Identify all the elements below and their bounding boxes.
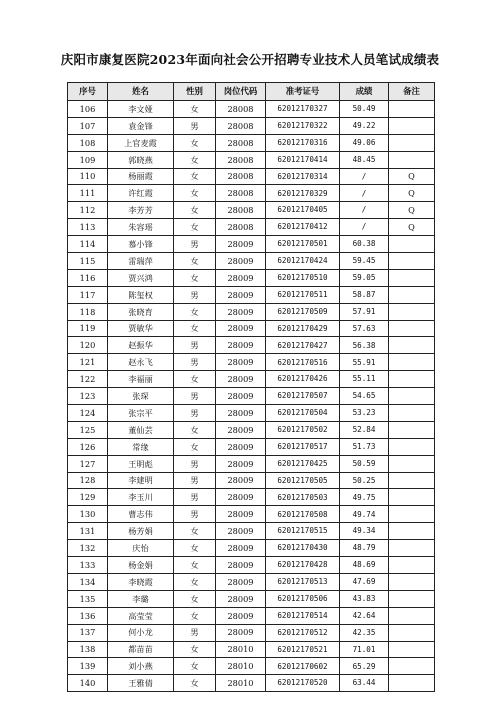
cell-name: 李芳芳	[108, 202, 174, 219]
cell-score: 49.06	[340, 134, 389, 151]
cell-exam-number: 62012170507	[266, 388, 340, 405]
cell-serial: 127	[68, 455, 108, 472]
cell-note	[389, 506, 435, 523]
cell-post-code: 28008	[216, 168, 266, 185]
table-row	[68, 185, 435, 202]
cell-note	[389, 590, 435, 607]
header-name: 姓名	[108, 83, 174, 101]
cell-score: 48.69	[340, 557, 389, 574]
cell-score: 50.25	[340, 472, 389, 489]
table-row	[68, 675, 435, 692]
cell-exam-number: 62012170501	[266, 236, 340, 253]
cell-sex: 女	[174, 438, 216, 455]
cell-score: 59.05	[340, 269, 389, 286]
cell-name: 杨芳娟	[108, 523, 174, 540]
cell-serial: 106	[68, 101, 108, 118]
cell-serial: 112	[68, 202, 108, 219]
cell-note	[389, 641, 435, 658]
cell-note	[389, 455, 435, 472]
cell-post-code: 28009	[216, 472, 266, 489]
cell-sex: 女	[174, 185, 216, 202]
cell-exam-number: 62012170430	[266, 540, 340, 557]
cell-post-code: 28009	[216, 540, 266, 557]
cell-exam-number: 62012170428	[266, 557, 340, 574]
header-score: 成绩	[340, 83, 389, 101]
cell-serial: 129	[68, 489, 108, 506]
cell-exam-number: 62012170314	[266, 168, 340, 185]
cell-post-code: 28009	[216, 253, 266, 270]
table-row	[68, 371, 435, 388]
cell-score: /	[340, 168, 389, 185]
cell-exam-number: 62012170329	[266, 185, 340, 202]
cell-name: 李璐	[108, 590, 174, 607]
cell-serial: 134	[68, 573, 108, 590]
cell-exam-number: 62012170425	[266, 455, 340, 472]
cell-note	[389, 675, 435, 692]
cell-post-code: 28009	[216, 607, 266, 624]
cell-name: 李晓霞	[108, 573, 174, 590]
cell-exam-number: 62012170513	[266, 573, 340, 590]
cell-sex: 女	[174, 607, 216, 624]
cell-name: 郭晓燕	[108, 151, 174, 168]
table-row	[68, 590, 435, 607]
cell-post-code: 28009	[216, 557, 266, 574]
cell-score: 63.44	[340, 675, 389, 692]
cell-post-code: 28009	[216, 236, 266, 253]
cell-serial: 128	[68, 472, 108, 489]
cell-sex: 男	[174, 506, 216, 523]
cell-serial: 130	[68, 506, 108, 523]
cell-sex: 女	[174, 151, 216, 168]
cell-note: Q	[389, 219, 435, 236]
cell-post-code: 28008	[216, 185, 266, 202]
cell-note	[389, 658, 435, 675]
cell-serial: 122	[68, 371, 108, 388]
cell-note	[389, 438, 435, 455]
header-sex: 性别	[174, 83, 216, 101]
cell-name: 雷瑞萍	[108, 253, 174, 270]
cell-post-code: 28008	[216, 219, 266, 236]
cell-score: 56.38	[340, 337, 389, 354]
cell-name: 杨丽霞	[108, 168, 174, 185]
cell-exam-number: 62012170424	[266, 253, 340, 270]
cell-sex: 男	[174, 472, 216, 489]
cell-serial: 139	[68, 658, 108, 675]
cell-name: 李玉川	[108, 489, 174, 506]
cell-sex: 女	[174, 168, 216, 185]
cell-name: 贾兴鸿	[108, 269, 174, 286]
cell-exam-number: 62012170426	[266, 371, 340, 388]
cell-exam-number: 62012170509	[266, 303, 340, 320]
cell-name: 袁金锋	[108, 117, 174, 134]
cell-post-code: 28009	[216, 320, 266, 337]
cell-note	[389, 472, 435, 489]
cell-serial: 116	[68, 269, 108, 286]
cell-sex: 女	[174, 658, 216, 675]
cell-note	[389, 354, 435, 371]
cell-serial: 136	[68, 607, 108, 624]
cell-name: 陈玺权	[108, 286, 174, 303]
cell-sex: 男	[174, 405, 216, 422]
table-row	[68, 506, 435, 523]
cell-note	[389, 286, 435, 303]
cell-exam-number: 62012170521	[266, 641, 340, 658]
cell-score: 60.38	[340, 236, 389, 253]
cell-post-code: 28009	[216, 388, 266, 405]
cell-sex: 女	[174, 269, 216, 286]
cell-name: 刘小燕	[108, 658, 174, 675]
table-row	[68, 388, 435, 405]
table-row	[68, 421, 435, 438]
cell-serial: 107	[68, 117, 108, 134]
cell-note	[389, 269, 435, 286]
cell-exam-number: 62012170511	[266, 286, 340, 303]
cell-score: 49.22	[340, 117, 389, 134]
cell-score: 48.45	[340, 151, 389, 168]
cell-serial: 121	[68, 354, 108, 371]
table-row	[68, 472, 435, 489]
cell-note	[389, 101, 435, 118]
cell-exam-number: 62012170503	[266, 489, 340, 506]
table-row	[68, 438, 435, 455]
cell-serial: 138	[68, 641, 108, 658]
cell-sex: 女	[174, 371, 216, 388]
table-row	[68, 641, 435, 658]
table-row	[68, 168, 435, 185]
header-exam-number: 准考证号	[266, 83, 340, 101]
cell-name: 张晓育	[108, 303, 174, 320]
cell-note	[389, 303, 435, 320]
cell-exam-number: 62012170405	[266, 202, 340, 219]
cell-sex: 女	[174, 253, 216, 270]
cell-note	[389, 134, 435, 151]
cell-name: 张宗平	[108, 405, 174, 422]
cell-sex: 女	[174, 421, 216, 438]
table-row	[68, 557, 435, 574]
cell-score: 54.65	[340, 388, 389, 405]
table-row	[68, 489, 435, 506]
header-note: 备注	[389, 83, 435, 101]
cell-score: 59.45	[340, 253, 389, 270]
cell-post-code: 28009	[216, 624, 266, 641]
cell-sex: 女	[174, 219, 216, 236]
table-row	[68, 624, 435, 641]
cell-score: /	[340, 185, 389, 202]
cell-name: 张琛	[108, 388, 174, 405]
table-row	[68, 134, 435, 151]
cell-post-code: 28008	[216, 151, 266, 168]
cell-note: Q	[389, 168, 435, 185]
cell-post-code: 28008	[216, 117, 266, 134]
cell-score: 57.91	[340, 303, 389, 320]
cell-name: 董仙芸	[108, 421, 174, 438]
cell-name: 赵振华	[108, 337, 174, 354]
cell-post-code: 28008	[216, 202, 266, 219]
cell-post-code: 28010	[216, 675, 266, 692]
cell-serial: 132	[68, 540, 108, 557]
table-row	[68, 253, 435, 270]
cell-score: 42.64	[340, 607, 389, 624]
cell-score: 52.84	[340, 421, 389, 438]
cell-exam-number: 62012170520	[266, 675, 340, 692]
cell-score: 51.73	[340, 438, 389, 455]
cell-post-code: 28009	[216, 590, 266, 607]
cell-exam-number: 62012170510	[266, 269, 340, 286]
cell-name: 贾敏华	[108, 320, 174, 337]
cell-post-code: 28009	[216, 354, 266, 371]
table-row	[68, 523, 435, 540]
cell-serial: 113	[68, 219, 108, 236]
cell-exam-number: 62012170316	[266, 134, 340, 151]
cell-serial: 135	[68, 590, 108, 607]
cell-name: 庆怡	[108, 540, 174, 557]
table-row	[68, 101, 435, 118]
cell-sex: 女	[174, 540, 216, 557]
cell-name: 赵永飞	[108, 354, 174, 371]
header-serial: 序号	[68, 83, 108, 101]
cell-name: 上官麦霞	[108, 134, 174, 151]
cell-name: 常缘	[108, 438, 174, 455]
cell-post-code: 28009	[216, 405, 266, 422]
cell-serial: 140	[68, 675, 108, 692]
table-row	[68, 320, 435, 337]
cell-note	[389, 557, 435, 574]
cell-score: 55.11	[340, 371, 389, 388]
cell-sex: 女	[174, 101, 216, 118]
cell-post-code: 28010	[216, 658, 266, 675]
cell-exam-number: 62012170429	[266, 320, 340, 337]
cell-sex: 女	[174, 202, 216, 219]
cell-score: /	[340, 202, 389, 219]
cell-serial: 108	[68, 134, 108, 151]
table-row	[68, 540, 435, 557]
cell-note	[389, 236, 435, 253]
cell-note	[389, 523, 435, 540]
table-row	[68, 658, 435, 675]
cell-score: 49.75	[340, 489, 389, 506]
cell-sex: 女	[174, 303, 216, 320]
cell-exam-number: 62012170327	[266, 101, 340, 118]
cell-sex: 男	[174, 624, 216, 641]
table-row	[68, 337, 435, 354]
cell-score: 47.69	[340, 573, 389, 590]
cell-sex: 男	[174, 455, 216, 472]
cell-score: 71.01	[340, 641, 389, 658]
cell-post-code: 28009	[216, 506, 266, 523]
cell-post-code: 28009	[216, 303, 266, 320]
cell-exam-number: 62012170512	[266, 624, 340, 641]
cell-name: 都苗苗	[108, 641, 174, 658]
cell-serial: 110	[68, 168, 108, 185]
cell-note: Q	[389, 185, 435, 202]
cell-note	[389, 540, 435, 557]
table-row	[68, 236, 435, 253]
table-row	[68, 405, 435, 422]
table-body	[68, 101, 435, 692]
cell-exam-number: 62012170506	[266, 590, 340, 607]
cell-serial: 131	[68, 523, 108, 540]
cell-note: Q	[389, 202, 435, 219]
cell-sex: 男	[174, 117, 216, 134]
cell-sex: 男	[174, 354, 216, 371]
cell-note	[389, 337, 435, 354]
cell-note	[389, 253, 435, 270]
cell-note	[389, 388, 435, 405]
cell-sex: 女	[174, 573, 216, 590]
cell-sex: 男	[174, 236, 216, 253]
cell-sex: 女	[174, 320, 216, 337]
cell-sex: 女	[174, 590, 216, 607]
cell-exam-number: 62012170514	[266, 607, 340, 624]
cell-score: 43.83	[340, 590, 389, 607]
cell-name: 朱容瑶	[108, 219, 174, 236]
cell-note	[389, 624, 435, 641]
cell-score: 65.29	[340, 658, 389, 675]
table-row	[68, 151, 435, 168]
page-title: 庆阳市康复医院2023年面向社会公开招聘专业技术人员笔试成绩表	[60, 52, 440, 67]
cell-note	[389, 573, 435, 590]
cell-post-code: 28010	[216, 641, 266, 658]
cell-score: 49.34	[340, 523, 389, 540]
table-row	[68, 303, 435, 320]
table-row	[68, 269, 435, 286]
cell-serial: 124	[68, 405, 108, 422]
cell-post-code: 28008	[216, 134, 266, 151]
cell-score: 55.91	[340, 354, 389, 371]
cell-serial: 125	[68, 421, 108, 438]
cell-score: 53.23	[340, 405, 389, 422]
cell-exam-number: 62012170515	[266, 523, 340, 540]
cell-serial: 120	[68, 337, 108, 354]
cell-serial: 137	[68, 624, 108, 641]
cell-sex: 女	[174, 675, 216, 692]
cell-serial: 114	[68, 236, 108, 253]
table-row	[68, 286, 435, 303]
cell-serial: 133	[68, 557, 108, 574]
header-post-code: 岗位代码	[216, 83, 266, 101]
table-row	[68, 455, 435, 472]
cell-note	[389, 371, 435, 388]
cell-post-code: 28009	[216, 455, 266, 472]
cell-note	[389, 489, 435, 506]
cell-sex: 男	[174, 388, 216, 405]
cell-name: 高莹莹	[108, 607, 174, 624]
cell-post-code: 28009	[216, 573, 266, 590]
cell-score: 48.79	[340, 540, 389, 557]
cell-exam-number: 62012170602	[266, 658, 340, 675]
cell-name: 慕小锋	[108, 236, 174, 253]
cell-serial: 117	[68, 286, 108, 303]
cell-sex: 男	[174, 489, 216, 506]
cell-post-code: 28009	[216, 269, 266, 286]
cell-sex: 男	[174, 337, 216, 354]
cell-serial: 109	[68, 151, 108, 168]
cell-sex: 男	[174, 286, 216, 303]
cell-note	[389, 421, 435, 438]
cell-name: 李文娅	[108, 101, 174, 118]
cell-score: 49.74	[340, 506, 389, 523]
cell-serial: 126	[68, 438, 108, 455]
cell-sex: 女	[174, 641, 216, 658]
table-row	[68, 607, 435, 624]
cell-note	[389, 151, 435, 168]
cell-name: 李建明	[108, 472, 174, 489]
cell-post-code: 28009	[216, 489, 266, 506]
cell-exam-number: 62012170517	[266, 438, 340, 455]
cell-score: 42.35	[340, 624, 389, 641]
cell-name: 曹志伟	[108, 506, 174, 523]
table-row	[68, 202, 435, 219]
cell-sex: 女	[174, 523, 216, 540]
cell-exam-number: 62012170505	[266, 472, 340, 489]
cell-score: /	[340, 219, 389, 236]
cell-exam-number: 62012170322	[266, 117, 340, 134]
cell-score: 50.59	[340, 455, 389, 472]
cell-exam-number: 62012170412	[266, 219, 340, 236]
cell-note	[389, 320, 435, 337]
cell-post-code: 28009	[216, 438, 266, 455]
cell-exam-number: 62012170508	[266, 506, 340, 523]
cell-note	[389, 117, 435, 134]
scores-table	[67, 82, 435, 692]
table-row	[68, 354, 435, 371]
cell-exam-number: 62012170516	[266, 354, 340, 371]
table-header-row	[68, 83, 435, 101]
cell-post-code: 28009	[216, 286, 266, 303]
cell-serial: 111	[68, 185, 108, 202]
cell-score: 50.49	[340, 101, 389, 118]
cell-note	[389, 405, 435, 422]
cell-post-code: 28009	[216, 337, 266, 354]
cell-name: 杨金娟	[108, 557, 174, 574]
cell-name: 王雅倩	[108, 675, 174, 692]
cell-post-code: 28009	[216, 421, 266, 438]
cell-post-code: 28009	[216, 371, 266, 388]
table-row	[68, 219, 435, 236]
cell-name: 何小龙	[108, 624, 174, 641]
cell-name: 王明彪	[108, 455, 174, 472]
cell-name: 许红霞	[108, 185, 174, 202]
cell-note	[389, 607, 435, 624]
cell-score: 57.63	[340, 320, 389, 337]
cell-serial: 115	[68, 253, 108, 270]
cell-score: 58.87	[340, 286, 389, 303]
cell-serial: 118	[68, 303, 108, 320]
cell-exam-number: 62012170502	[266, 421, 340, 438]
cell-serial: 119	[68, 320, 108, 337]
cell-post-code: 28009	[216, 523, 266, 540]
cell-sex: 女	[174, 134, 216, 151]
table-row	[68, 117, 435, 134]
table-row	[68, 573, 435, 590]
cell-post-code: 28008	[216, 101, 266, 118]
cell-name: 李福丽	[108, 371, 174, 388]
cell-exam-number: 62012170414	[266, 151, 340, 168]
cell-sex: 女	[174, 557, 216, 574]
cell-serial: 123	[68, 388, 108, 405]
cell-exam-number: 62012170427	[266, 337, 340, 354]
cell-exam-number: 62012170504	[266, 405, 340, 422]
